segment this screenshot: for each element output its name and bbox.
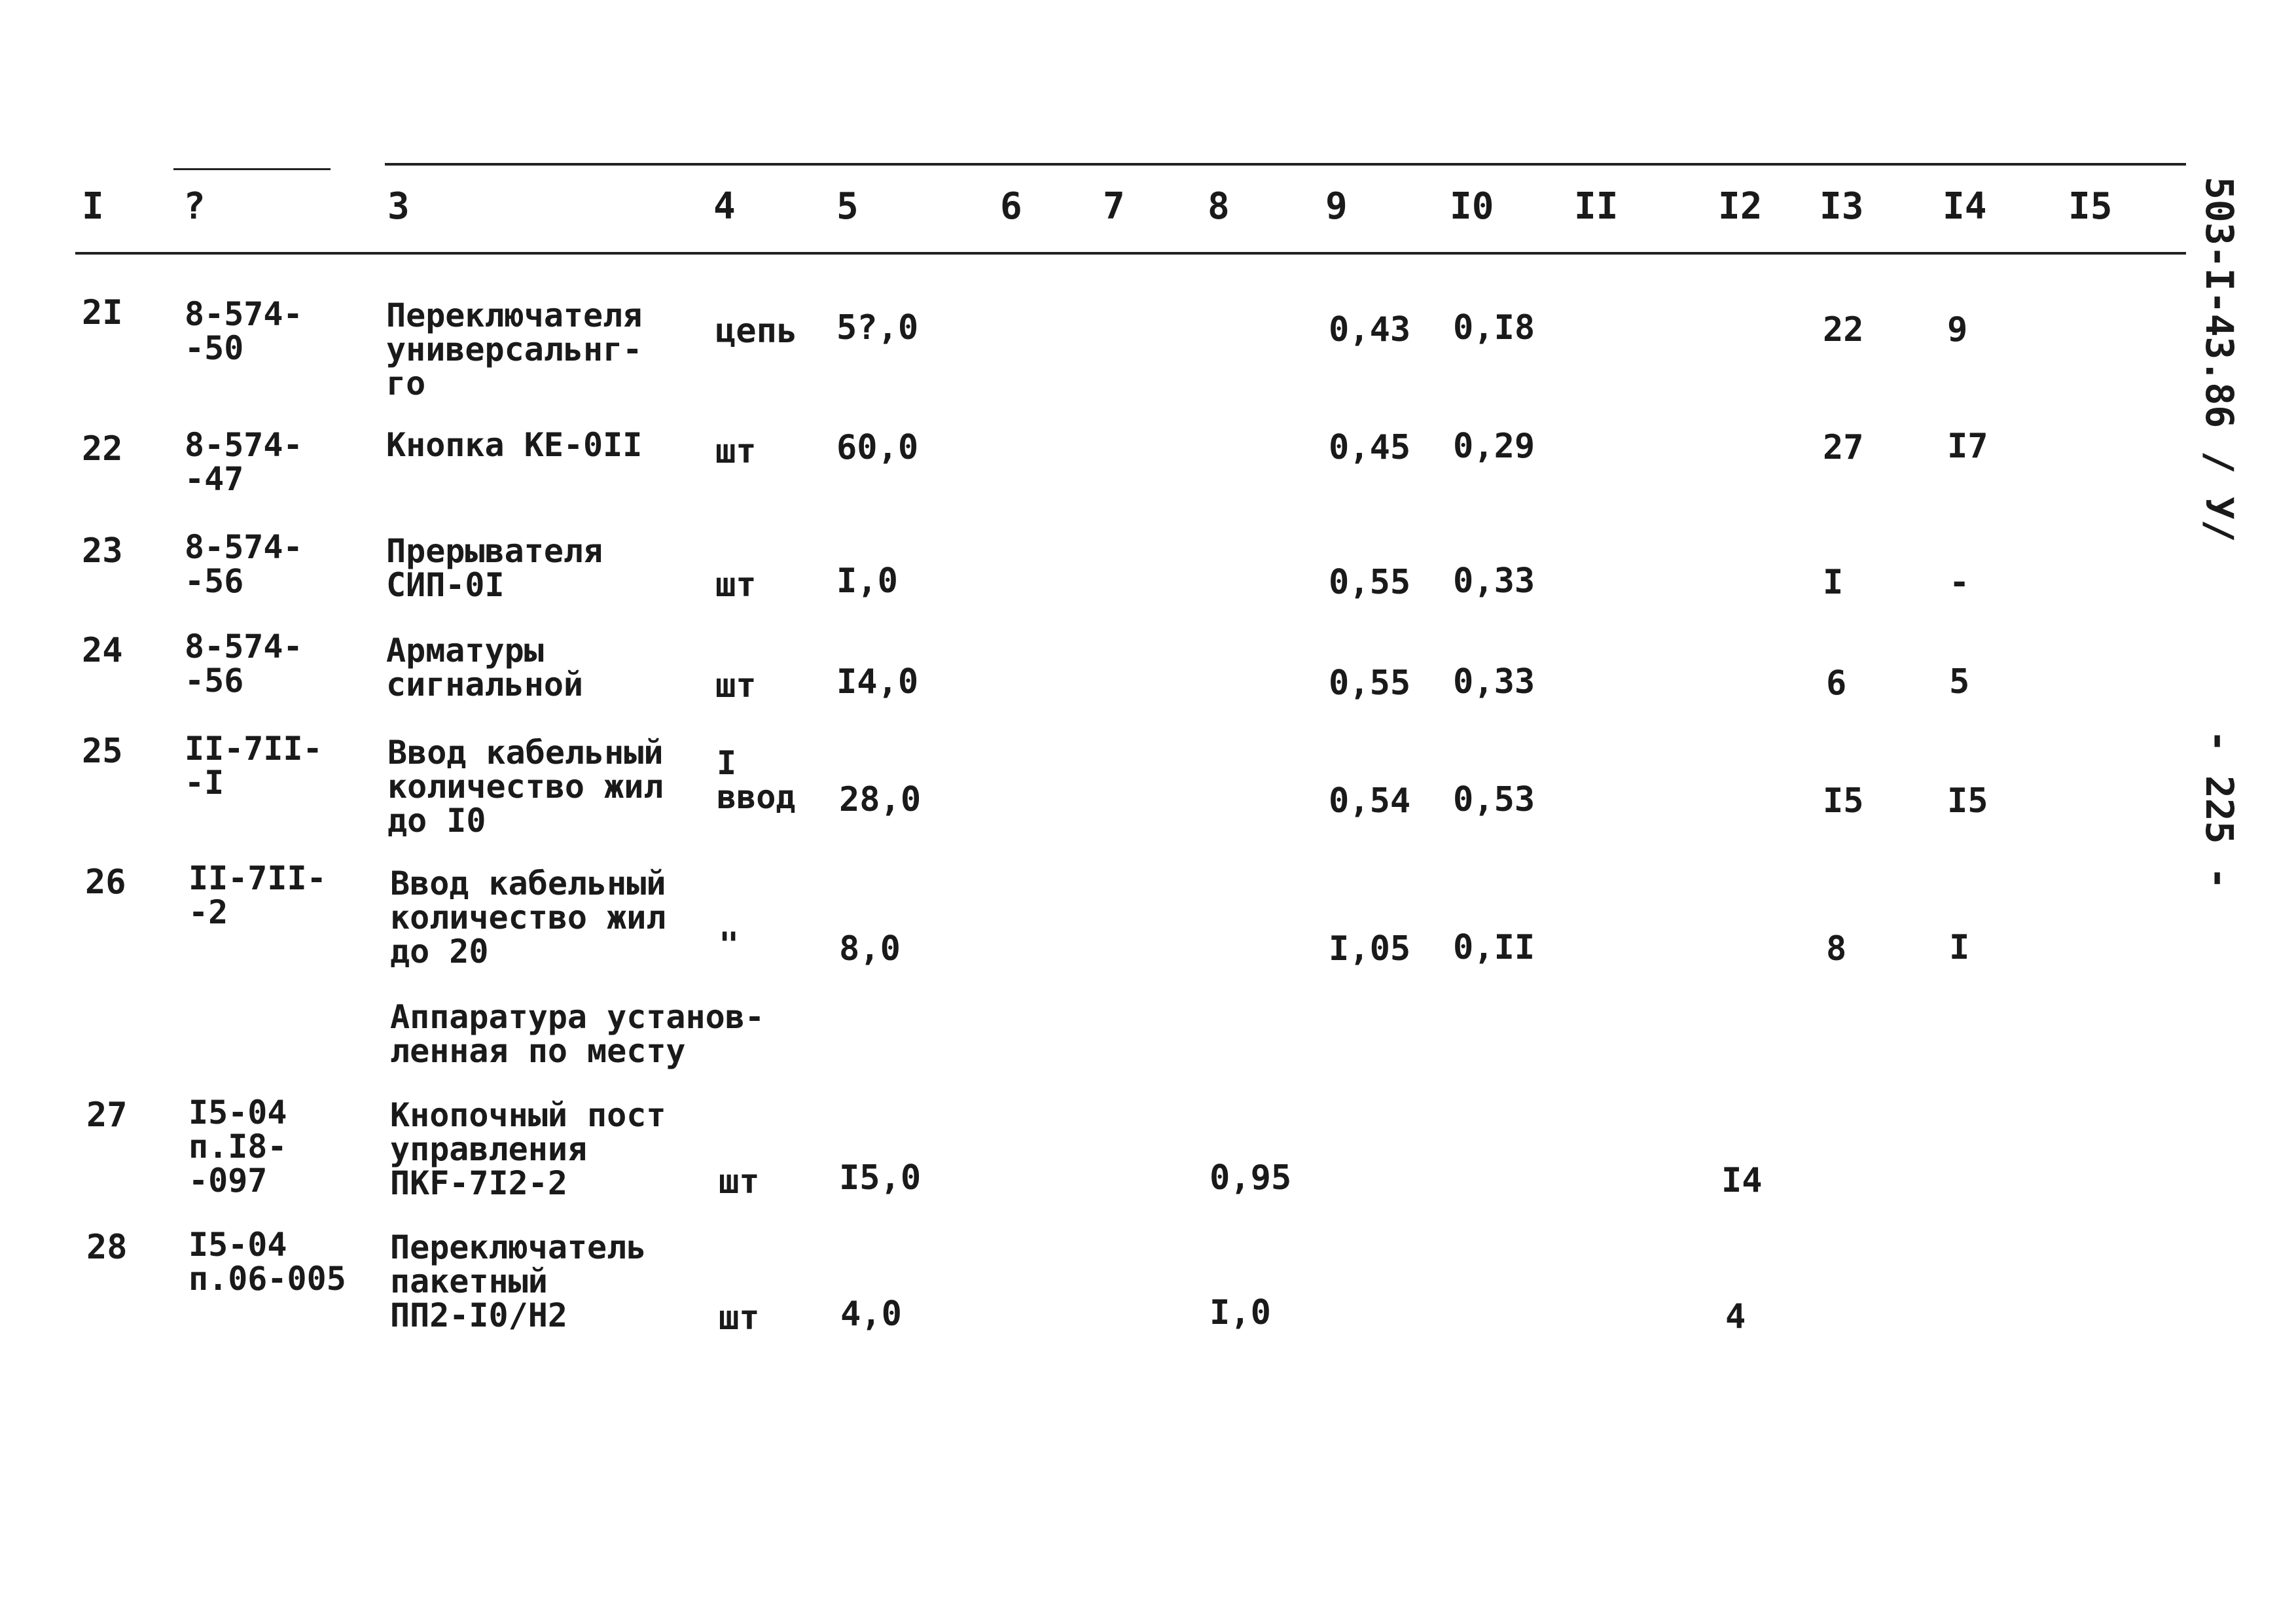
row-col-8: I,0: [1210, 1293, 1271, 1332]
row-name-line: Ввод кабельный: [390, 865, 666, 902]
row-code: [188, 1228, 346, 1296]
row-code-line: 8-574-: [185, 295, 303, 333]
row-col-12: I4: [1721, 1161, 1763, 1200]
row-number: 23: [82, 531, 123, 571]
row-unit-line: I: [717, 744, 737, 782]
row-name-line: Прерывателя: [386, 532, 603, 570]
row-col-13: 8: [1826, 929, 1847, 969]
row-unit: шт: [715, 565, 757, 605]
row-col-13: I5: [1823, 781, 1864, 821]
row-quantity: 4,0: [840, 1294, 902, 1334]
header-col-1: I: [82, 185, 104, 228]
row-code: [185, 732, 323, 800]
page-number: - 225 -: [2197, 730, 2242, 890]
row-number: 22: [82, 429, 123, 469]
row-name-line: управления: [390, 1130, 588, 1168]
row-unit: шт: [719, 1162, 760, 1202]
row-unit-ditto: ": [719, 925, 740, 965]
row-code: [185, 297, 303, 365]
row-code-line: 8-574-: [185, 628, 303, 666]
row-col-14: I5: [1947, 781, 1988, 821]
row-code-line: 8-574-: [185, 426, 303, 464]
row-code-line: 8-574-: [185, 528, 303, 566]
row-name-line: Кнопочный пост: [390, 1096, 666, 1134]
row-name-line: го: [386, 365, 426, 402]
document-code: 503-I-43.86 / У/: [2197, 177, 2242, 543]
header-col-11: II: [1574, 185, 1619, 228]
header-col-10: I0: [1450, 185, 1494, 228]
row-code-line: п.06-005: [188, 1260, 346, 1298]
row-code: [185, 428, 303, 496]
row-name-line: Арматуры: [386, 632, 544, 669]
row-code-line: -47: [185, 460, 244, 498]
row-name-line: СИП-0I: [386, 566, 505, 604]
row-col-13: 22: [1823, 310, 1864, 349]
row-name: [390, 1230, 646, 1332]
row-col-10: 0,33: [1453, 662, 1535, 702]
row-code-line: II-7II-: [185, 730, 323, 768]
top-rule-short: [173, 168, 331, 170]
row-number: 26: [85, 863, 126, 902]
row-code-line: I5-04: [188, 1094, 287, 1132]
row-number: 28: [86, 1228, 128, 1267]
row-number: 24: [82, 631, 123, 670]
row-code: [188, 1096, 287, 1198]
section-heading-line: Аппаратура установ-: [390, 998, 764, 1036]
header-col-7: 7: [1103, 185, 1125, 228]
row-number: 25: [82, 732, 123, 771]
row-code-line: -56: [185, 662, 244, 700]
row-quantity: I,0: [836, 562, 898, 601]
row-name-line: Переключателя: [386, 296, 643, 334]
header-col-9: 9: [1325, 185, 1348, 228]
header-col-2: ?: [183, 185, 206, 228]
header-col-15: I5: [2068, 185, 2113, 228]
row-number: 27: [86, 1096, 128, 1135]
section-heading: [390, 1000, 764, 1068]
section-heading-line: ленная по месту: [390, 1032, 686, 1070]
row-name-line: сигнальной: [386, 666, 584, 704]
header-col-13: I3: [1820, 185, 1864, 228]
row-name-line: ПП2-I0/Н2: [390, 1296, 567, 1334]
header-rule: [75, 252, 2186, 255]
row-col-10: 0,29: [1453, 427, 1535, 466]
header-col-6: 6: [1000, 185, 1022, 228]
row-col-10: 0,33: [1453, 562, 1535, 601]
row-code-line: -56: [185, 562, 244, 600]
row-col-12: 4: [1725, 1297, 1746, 1336]
row-name-line: количество жил: [387, 768, 664, 806]
row-col-9: 0,54: [1329, 781, 1411, 821]
row-col-14: I: [1949, 928, 1970, 967]
row-code-line: -I: [185, 764, 224, 802]
header-col-5: 5: [836, 185, 859, 228]
row-unit: шт: [715, 432, 757, 471]
row-col-13: 6: [1826, 664, 1847, 703]
row-code-line: II-7II-: [188, 859, 327, 897]
row-name-line: ПКF-7I2-2: [390, 1164, 567, 1202]
row-unit: [717, 746, 795, 814]
row-name: [386, 428, 642, 462]
header-col-8: 8: [1208, 185, 1230, 228]
row-code: [185, 530, 303, 598]
row-name: [390, 1098, 666, 1200]
row-name-line: пакетный: [390, 1262, 548, 1300]
row-code-line: I5-04: [188, 1226, 287, 1264]
row-code-line: -097: [188, 1162, 268, 1200]
row-name: [386, 534, 603, 602]
row-quantity: 28,0: [839, 780, 922, 819]
row-name-line: Кнопка КЕ-0II: [386, 426, 643, 464]
row-name-line: Ввод кабельный: [387, 734, 664, 772]
row-unit: шт: [715, 666, 757, 705]
row-code-line: п.I8-: [188, 1128, 287, 1166]
row-quantity: 5?,0: [836, 308, 919, 348]
row-quantity: 8,0: [839, 929, 901, 969]
row-col-9: I,05: [1329, 929, 1411, 969]
row-col-9: 0,55: [1329, 563, 1411, 602]
row-col-9: 0,55: [1329, 664, 1411, 703]
row-code-line: -2: [188, 893, 228, 931]
row-col-14: -: [1949, 563, 1970, 602]
row-quantity: I4,0: [836, 662, 919, 702]
row-code-line: -50: [185, 329, 244, 367]
row-name-line: количество жил: [390, 899, 666, 936]
row-col-10: 0,II: [1453, 928, 1535, 967]
row-unit-line: ввод: [717, 778, 796, 816]
header-col-12: I2: [1718, 185, 1763, 228]
row-col-9: 0,45: [1329, 428, 1411, 467]
row-col-14: I7: [1947, 427, 1988, 466]
row-name-line: универсальнг-: [386, 330, 643, 368]
row-col-13: 27: [1823, 428, 1864, 467]
row-col-10: 0,I8: [1453, 308, 1535, 348]
row-unit: цепь: [715, 312, 798, 351]
header-col-4: 4: [713, 185, 736, 228]
row-col-9: 0,43: [1329, 310, 1411, 349]
row-col-14: 5: [1949, 662, 1970, 702]
row-col-8: 0,95: [1210, 1158, 1292, 1198]
row-name-line: до 20: [390, 933, 489, 971]
header-col-3: 3: [387, 185, 410, 228]
row-col-10: 0,53: [1453, 780, 1535, 819]
row-quantity: 60,0: [836, 428, 919, 467]
row-name: [387, 736, 663, 838]
top-rule: [385, 163, 2186, 166]
row-name: [386, 298, 642, 401]
row-unit: шт: [719, 1298, 760, 1338]
header-col-14: I4: [1943, 185, 1987, 228]
row-col-14: 9: [1947, 310, 1968, 349]
row-code: [188, 861, 327, 929]
row-quantity: I5,0: [839, 1158, 922, 1198]
row-number: 2I: [82, 293, 123, 332]
row-col-13: I: [1823, 563, 1844, 602]
row-name: [386, 633, 583, 702]
row-code: [185, 630, 303, 698]
row-name-line: до I0: [387, 802, 486, 840]
row-name-line: Переключатель: [390, 1228, 647, 1266]
row-name: [390, 866, 666, 969]
